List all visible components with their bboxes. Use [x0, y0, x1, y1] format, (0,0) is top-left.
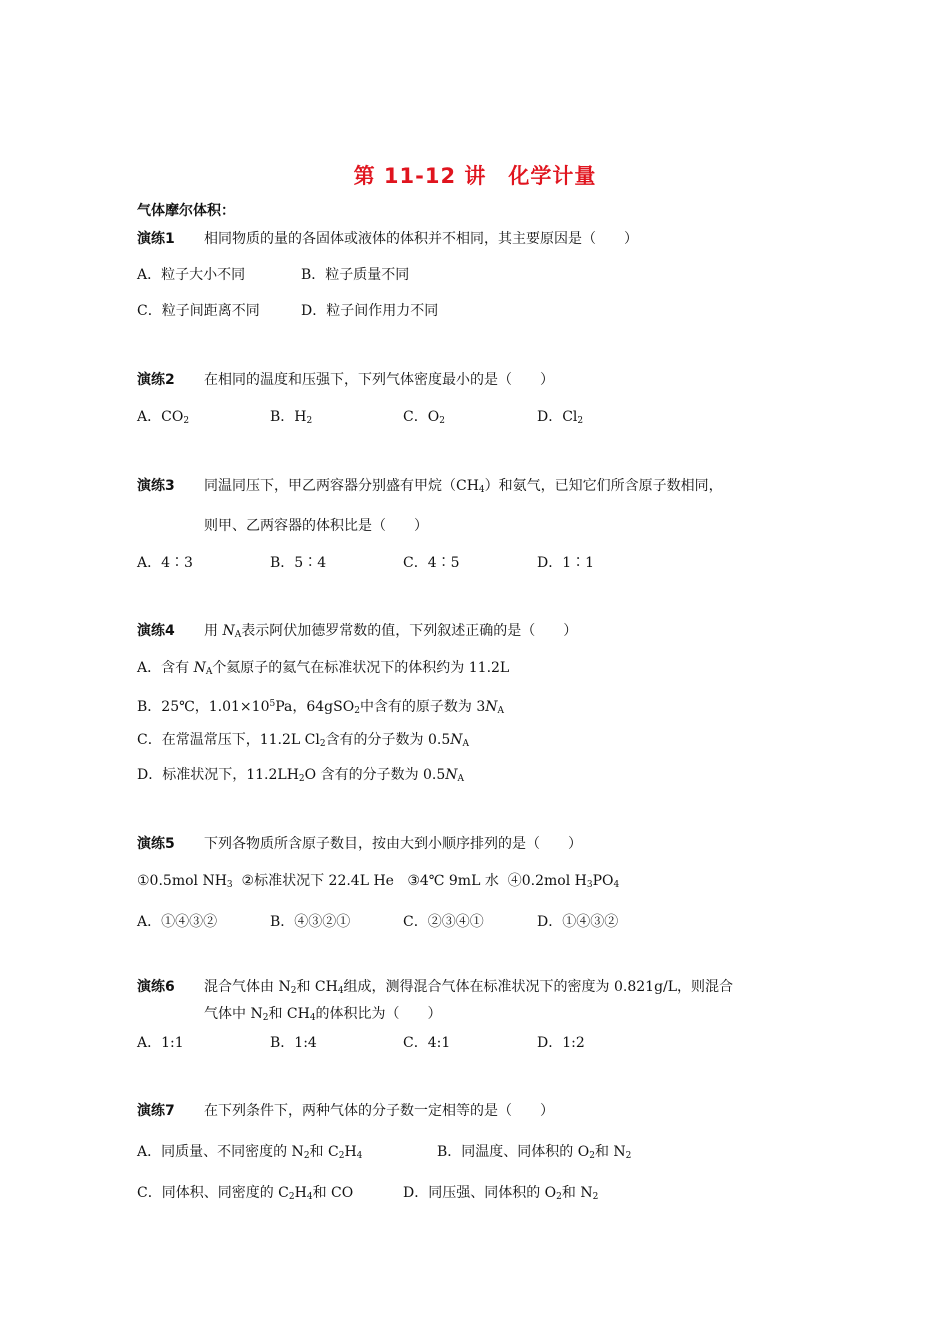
- question-3: 演练3 同温同压下，甲乙两容器分别盛有甲烷$(CH_4)$和氨气，已知它们所含原子数相同，: [137, 478, 723, 495]
- question-text: 在相同的温度和压强下，下列气体密度最小的是（ ）: [204, 372, 554, 388]
- question-4: 演练4 用 $N_A$表示阿伏加德罗常数的值，下列叙述正确的是（ ）: [137, 623, 578, 640]
- option-a: A．1:1: [137, 1035, 184, 1051]
- option-a: A．4∶3: [137, 555, 193, 571]
- option-c: C．粒子间距离不同: [137, 303, 260, 319]
- option-b: B．④③②①: [270, 914, 351, 930]
- question-label: 演练5: [137, 836, 175, 852]
- question-label: 演练2: [137, 372, 175, 388]
- question-text: 下列各物质所含原子数目，按由大到小顺序排列的是（ ）: [204, 836, 582, 852]
- option-a: A．$CO_2$: [137, 409, 190, 426]
- option-c: C．4:1: [403, 1035, 451, 1051]
- option-d: D．标准状况下，$11.2LH_2O$ 含有的分子数为 $0.5N_A$: [137, 767, 465, 784]
- question-2: [137, 371, 554, 389]
- option-a: A．含有 $N_A$个氦原子的氦气在标准状况下的体积约为 11.2L: [137, 660, 510, 677]
- option-d: D．$Cl_2$: [537, 409, 584, 426]
- option-d: D．1∶1: [537, 555, 595, 571]
- option-c: C．$O_2$: [403, 409, 445, 426]
- question-text: 在下列条件下，两种气体的分子数一定相等的是（ ）: [204, 1103, 554, 1119]
- question-label: 演练7: [137, 1103, 175, 1119]
- page-title: 第 11-12 讲 化学计量: [353, 164, 597, 188]
- question-1: [137, 230, 638, 248]
- question-label: 演练6: [137, 979, 175, 995]
- question-5: [137, 835, 582, 853]
- question-text: 相同物质的量的各固体或液体的体积并不相同，其主要原因是（ ）: [204, 231, 638, 247]
- option-c: C．4∶5: [403, 555, 460, 571]
- question-label: 演练1: [137, 231, 175, 247]
- question-6-cont: 气体中 $N_2$和 $CH_4$的体积比为（ ）: [204, 1006, 442, 1023]
- option-d: D．1:2: [537, 1035, 585, 1051]
- option-b: B．5∶4: [270, 555, 327, 571]
- option-b: B．$H_2$: [270, 409, 313, 426]
- option-c: C．在常温常压下，11.2L $Cl_2$含有的分子数为 $0.5N_A$: [137, 732, 470, 749]
- question-label: 演练3: [137, 478, 175, 494]
- option-b: B．1:4: [270, 1035, 317, 1051]
- section-heading: 气体摩尔体积：: [137, 203, 235, 219]
- question-3-cont: 则甲、乙两容器的体积比是（ ）: [204, 518, 428, 534]
- question-6: 演练6 混合气体由 $N_2$和 $CH_4$组成，测得混合气体在标准状况下的密度为 0.821g/L，则混合: [137, 979, 734, 996]
- option-b: B．同温度、同体积的 $O_2$和 $N_2$: [437, 1144, 632, 1161]
- option-d: D．同压强、同体积的 $O_2$和 $N_2$: [403, 1185, 599, 1202]
- option-c: C．同体积、同密度的 $C_2H_4$和 CO: [137, 1185, 354, 1202]
- question-label: 演练4: [137, 623, 175, 639]
- option-b: B．25℃，$1.01\times 10^5Pa$，64gSO$_2$中含有的原子数为 $3N_A$: [137, 699, 505, 716]
- option-c: C．②③④①: [403, 914, 484, 930]
- option-a: A．粒子大小不同: [137, 267, 246, 283]
- option-d: D．①④③②: [537, 914, 619, 930]
- option-a: A．同质量、不同密度的 $N_2$和 $C_2H_4$: [137, 1144, 363, 1161]
- option-d: D．粒子间作用力不同: [301, 303, 439, 319]
- option-a: A．①④③②: [137, 914, 218, 930]
- question-7: [137, 1102, 554, 1120]
- item-list: ①0.5mol $NH_3$ ②标准状况下 22.4L He ③4℃ 9mL 水 ④0.2mol $H_3PO_4$: [137, 873, 620, 890]
- option-b: B．粒子质量不同: [301, 267, 410, 283]
